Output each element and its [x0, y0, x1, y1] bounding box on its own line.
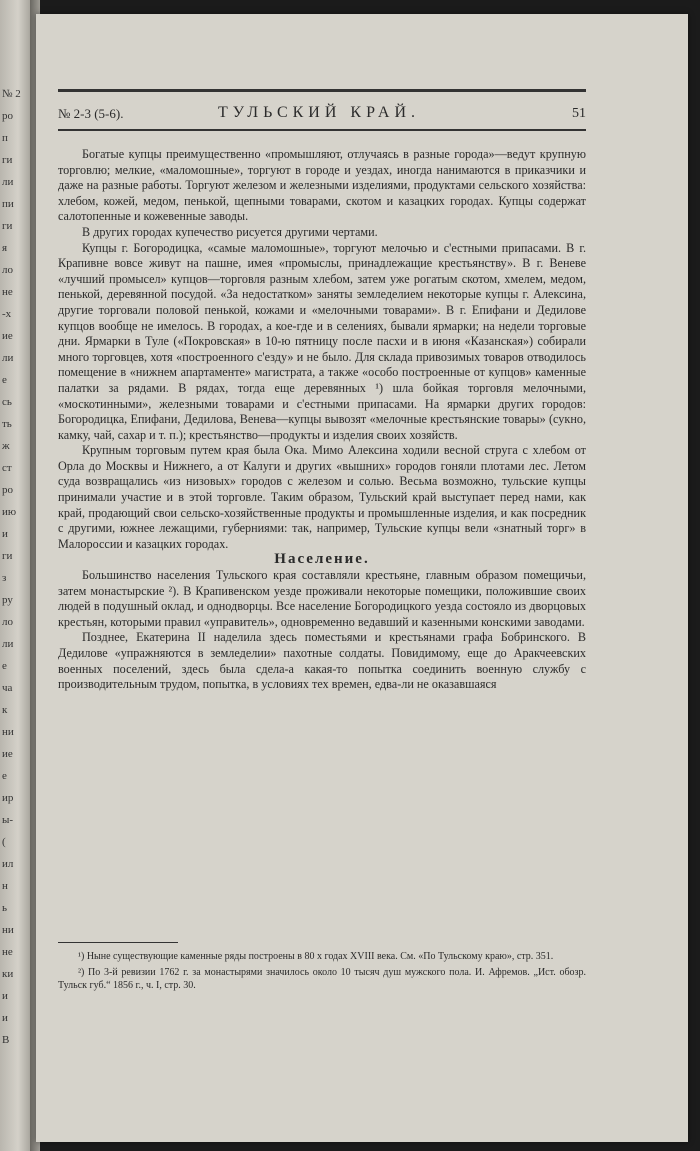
adjacent-page-fragment: ж: [2, 440, 10, 452]
body-text: [58, 147, 586, 693]
section-heading: Население.: [274, 551, 370, 568]
page-number: 51: [572, 106, 586, 121]
adjacent-page-fragment: ни: [2, 726, 14, 738]
paragraph: Богатые купцы преимущественно «промышляют, отлучаясь в разные города»—ведут крупную торговлю; мелкие, «маломошные», торгуют в городе и уездах, иногда нанимаются в приказчики и даже на разные работы. Торгуют железом и железными изделиями, продуктами сельского хозяйства: хлебом, кожей, медом, пенькой, щепными товарами, скотом и казацких городах. Купцы содержат салотопенные и кожевенные заводы.: [58, 147, 586, 224]
adjacent-page-fragment: ть: [2, 418, 12, 430]
adjacent-page-fragment: ро: [2, 484, 13, 496]
adjacent-page-fragment: и: [2, 1012, 8, 1024]
adjacent-page-fragment: ли: [2, 176, 14, 188]
adjacent-page-fragment: е: [2, 660, 7, 672]
adjacent-page-fragment: и: [2, 990, 8, 1002]
footnote-rule: [58, 942, 178, 943]
adjacent-page-fragment: -х: [2, 308, 12, 320]
adjacent-page-fragment: ру: [2, 594, 13, 606]
adjacent-page-fragment: ни: [2, 924, 14, 936]
paragraph: Позднее, Екатерина II наделила здесь поместьями и крестьянами графа Бобринского. В Дедилове «упражняются в земледелии» пахотные солдаты. Повидимому, еще до Аракчеевских военных поселений, здесь была сдела-а какая-то попытка соединить военную службу с производительным трудом, попытка, в условиях тех времен, едва-ли не оказавшаяся: [58, 630, 586, 692]
paragraph: Крупным торговым путем края была Ока. Мимо Алексина ходили весной струга с хлебом от Орла до Москвы и Нижнего, а от Калуги и других «вышних» городов гоняли плотами лес. Летом суда возвращались «из низовых» городов с железом и солью. Весьма возможно, тульские купцы принимали участие и в этой торговле. Таким образом, Тульский край выступает перед нами, как край, продающий свои сельско-хозяйственные продукты и промышленные изделия, и как посредник с другими, южнее лежащими, губерниями: так, например, Тульские купцы вели «знатный торг» в Малороссии и казацких городах.: [58, 443, 586, 551]
adjacent-page-fragment: пи: [2, 198, 14, 210]
footnote: ²) По 3-й ревизии 1762 г. за монастырями значилось около 10 тысяч душ мужского пола. И. Афремов. „Ист. обозр. Тульск губ.“ 1856 г., ч. I, стр. 30.: [58, 967, 586, 991]
adjacent-page-fragment: ы-: [2, 814, 14, 826]
adjacent-page-fragment: ил: [2, 858, 14, 870]
adjacent-page-fragment: и: [2, 528, 8, 540]
adjacent-page-fragment: ь: [2, 902, 8, 914]
adjacent-page-fragment: з: [2, 572, 7, 584]
adjacent-page-fragment: е: [2, 374, 7, 386]
adjacent-page-fragment: ли: [2, 352, 14, 364]
adjacent-page-fragment: ие: [2, 330, 13, 342]
adjacent-page-fragment: ки: [2, 968, 14, 980]
paragraph: Большинство населения Тульского края составляли крестьяне, главным образом помещичьи, затем монастырские ²). В Крапивенском уезде проживали некоторые помещики, положившие своих людей в подушный оклад, и однодворцы. Все население Богородицкого уезда состояло из дворцовых крестьян, которыми правил «управитель», одновременно ведавший и казенными конскими заводами.: [58, 568, 586, 629]
adjacent-page-fragment: ча: [2, 682, 13, 694]
header-rule-bottom: [58, 129, 586, 131]
adjacent-page-fragment: ие: [2, 748, 13, 760]
adjacent-page-fragment: ли: [2, 638, 14, 650]
adjacent-page-fragment: я: [2, 242, 8, 254]
adjacent-page-fragment: к: [2, 704, 8, 716]
adjacent-page-fragment: (: [2, 836, 6, 848]
issue-number: № 2-3 (5-6).: [58, 106, 124, 121]
adjacent-page-fragment: ги: [2, 154, 13, 166]
journal-title: ТУЛЬСКИЙ КРАЙ.: [218, 104, 421, 121]
document-page: [36, 14, 688, 1142]
adjacent-page-fragment: ст: [2, 462, 12, 474]
adjacent-page-fragment: ги: [2, 550, 13, 562]
adjacent-page-fragment: ло: [2, 264, 13, 276]
adjacent-page-fragment: ию: [2, 506, 17, 518]
adjacent-page-fragment: В: [2, 1034, 10, 1046]
paragraph: Купцы г. Богородицка, «самые маломошные», торгуют мелочью и с'естными припасами. В г. Крапивне вовсе живут на пашне, имея «промыслы, принадлежащие крестьянству». В г. Веневе «лучший промысел» купцов—торговля разным хлебом, затем уже рогатым скотом, хмелем, медом, пенькой, деревянной посудой. «За недостатком» заняты земледелием некоторые купцы г. Алексина, другие торговали половой пенькой, кожами и «мелочными товарами». В г. Епифани и Дедилове купцов вообще не имелось. В городах, а кое-где и в селениях, бывали ярмарки; на недели торговые дни. Ярмарки в Туле («Покровская» в 10-ю пятницу после пасхи и в июня «Казанская») собирали много торговцев, хотя «построенного с'езду» и не было. Для склада привозимых товаров отводилось помещение в «нижнем апартаменте» магистрата, а также «особо построенные от купцов» каменные палатки за рядами. В рядах, тогда еще деревянных ¹) шла бойкая торговля мелочными, «москотинными», железными товарами и с'естными припасами. На ярмарки других городов: Богородицка, Епифани, Дедилова, Венева—купцы вывозят «мелочные крестьянские товары» (сукно, камку, чай, сахар и т. п.); крестьянство—продукты и изделия своих хозяйств.: [58, 240, 586, 442]
adjacent-page-fragment: не: [2, 946, 13, 958]
adjacent-page-fragment: п: [2, 132, 8, 144]
adjacent-page-fragment: ро: [2, 110, 13, 122]
adjacent-page-fragment: ло: [2, 616, 13, 628]
adjacent-page-fragment: н: [2, 880, 8, 892]
header-rule-top: [58, 89, 586, 92]
adjacent-page-fragment: е: [2, 770, 7, 782]
adjacent-page-fragment: ги: [2, 220, 13, 232]
footnotes: [58, 950, 586, 995]
footnote: ¹) Ныне существующие каменные ряды построены в 80 х годах XVIII века. См. «По Тульскому краю», стр. 351.: [78, 951, 554, 962]
adjacent-page-fragment: не: [2, 286, 13, 298]
running-header: [58, 102, 586, 126]
paragraph: В других городах купечество рисуется другими чертами.: [82, 224, 378, 239]
adjacent-page: [0, 0, 30, 1151]
adjacent-page-fragment: ир: [2, 792, 14, 804]
adjacent-page-fragment: сь: [2, 396, 12, 408]
adjacent-page-fragment: № 2: [2, 88, 21, 100]
